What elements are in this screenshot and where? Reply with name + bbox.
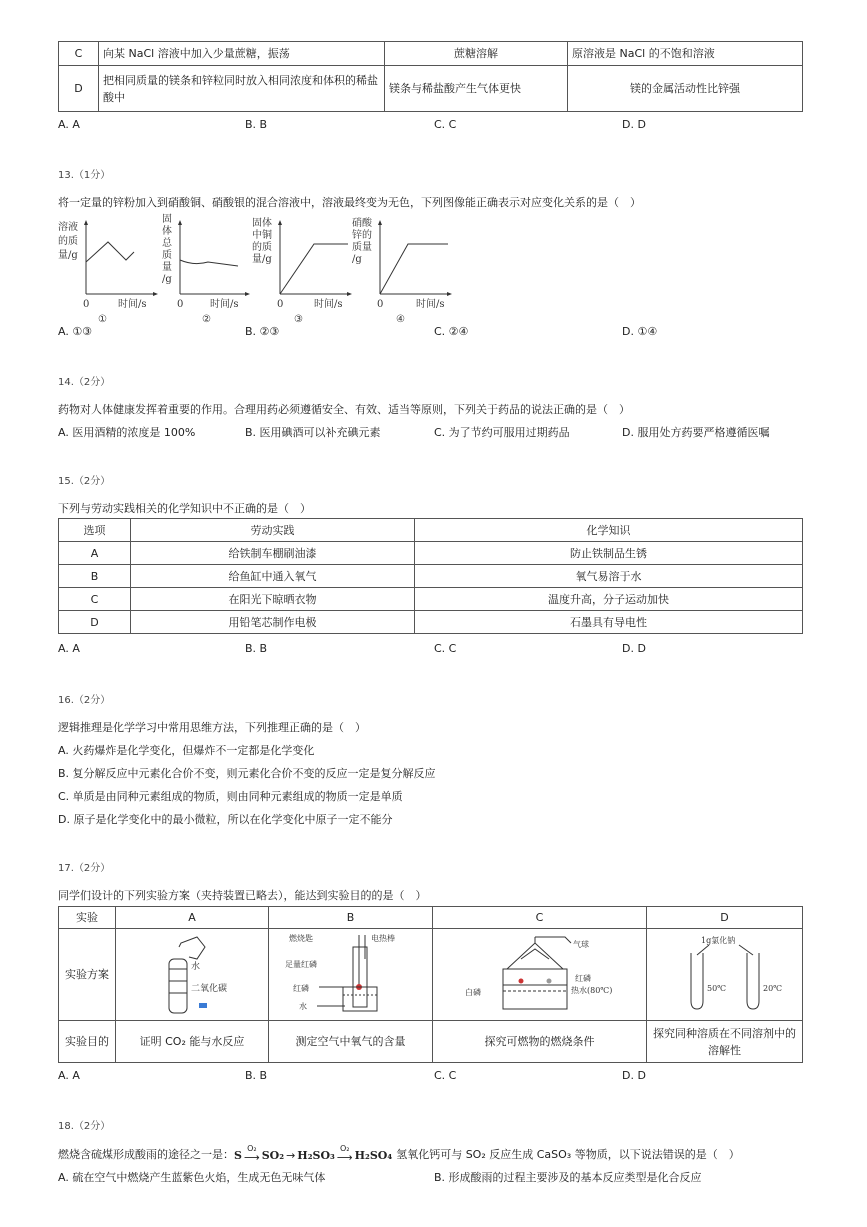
q12-operation: 把相同质量的镁条和锌粒同时放入相同浓度和体积的稀盐酸中 [99,66,385,112]
table-row [59,66,803,112]
q15-header: 15.（2分） [58,476,111,487]
svg-text:0: 0 [277,299,284,310]
option-a[interactable]: A. A [58,118,80,131]
svg-text:时间/s: 时间/s [416,299,445,310]
option-a[interactable]: A. 医用酒精的浓度是 100% [58,426,196,439]
option-c[interactable]: C. 单质是由同种元素组成的物质，则由同种元素组成的物质一定是单质 [58,790,403,803]
q18-header: 18.（2分） [58,1121,111,1132]
option-b[interactable]: B. B [245,1069,268,1082]
graph3-num: ③ [294,314,303,324]
option-a[interactable]: A. 硫在空气中燃烧产生蓝紫色火焰，生成无色无味气体 [58,1171,326,1184]
q12-opt: D [59,66,99,112]
svg-text:的质: 的质 [252,242,272,253]
svg-text:/g: /g [352,254,362,265]
option-c[interactable]: C. 为了节约可服用过期药品 [434,426,570,439]
svg-text:燃烧匙: 燃烧匙 [288,934,313,943]
option-d[interactable]: D. D [622,118,646,131]
q12-conclusion: 镁的金属活动性比锌强 [568,66,803,112]
q16-stem: 逻辑推理是化学学习中常用思维方法，下列推理正确的是（ ） [58,721,366,734]
experiment-c-diagram [435,929,645,1015]
q13-graphs [58,212,478,324]
experiment-d-diagram [649,929,801,1015]
graph4-num: ④ [396,314,405,324]
svg-text:中铜: 中铜 [252,230,272,241]
svg-text:热水(80℃): 热水(80℃) [570,986,612,995]
q16-header: 16.（2分） [58,695,111,706]
svg-text:二氧化碳: 二氧化碳 [191,984,228,994]
svg-text:电热棒: 电热棒 [370,934,395,943]
option-a[interactable]: A. A [58,1069,80,1082]
q13-options [58,325,802,341]
graph2-ylabel: 固 [162,214,172,225]
option-b[interactable]: B. B [245,118,268,131]
svg-text:20℃: 20℃ [762,984,782,993]
q13-header: 13.（1分） [58,170,111,181]
option-b[interactable]: B. B [245,642,268,655]
q15-options [58,642,802,658]
option-d[interactable]: D. ①④ [622,325,658,338]
svg-text:水: 水 [191,962,201,972]
option-d[interactable]: D. D [622,642,646,655]
graph2-num: ② [202,314,211,324]
q15-table [58,518,803,634]
arrow-o2: O₂ ⟶ [243,1144,260,1164]
experiment-a-diagram [117,929,267,1015]
graph1-origin: 0 [83,299,90,310]
option-d[interactable]: D. 服用处方药要严格遵循医嘱 [622,426,770,439]
option-a[interactable]: A. A [58,642,80,655]
svg-text:0: 0 [377,299,384,310]
graph3-ylabel: 固体 [252,218,272,229]
option-b[interactable]: B. 复分解反应中元素化合价不变，则元素化合价不变的反应一定是复分解反应 [58,767,436,780]
table-row: 实验目的 证明 CO₂ 能与水反应 测定空气中氧气的含量 探究可燃物的燃烧条件 探究同种溶质在不同溶剂中的溶解性 [59,1021,803,1063]
svg-text:/g: /g [162,274,172,285]
graph1-ylabel: 溶液 [58,222,78,233]
option-b[interactable]: B. 形成酸雨的过程主要涉及的基本反应类型是化合反应 [434,1171,702,1184]
svg-text:时间/s: 时间/s [314,299,343,310]
option-c[interactable]: C. C [434,642,457,655]
svg-text:质: 质 [162,250,172,261]
table-row: B 给鱼缸中通入氧气 氧气易溶于水 [59,565,803,588]
table-row: D 用铅笔芯制作电极 石墨具有导电性 [59,611,803,634]
option-d[interactable]: D. 原子是化学变化中的最小微粒，所以在化学变化中原子一定不能分 [58,813,393,826]
svg-text:红磷: 红磷 [574,974,591,983]
svg-text:量/g: 量/g [58,250,78,261]
svg-text:的质: 的质 [58,236,78,247]
q12-operation: 向某 NaCl 溶液中加入少量蔗糖，振荡 [99,42,385,66]
svg-text:0: 0 [177,299,184,310]
experiment-b-diagram [271,929,431,1015]
q12-conclusion: 原溶液是 NaCl 的不饱和溶液 [568,42,803,66]
svg-text:50℃: 50℃ [706,984,726,993]
q17-header: 17.（2分） [58,863,111,874]
svg-text:足量红磷: 足量红磷 [284,960,317,969]
q17-stem: 同学们设计的下列实验方案（夹持装置已略去），能达到实验目的的是（ ） [58,889,427,902]
svg-text:1g氯化钠: 1g氯化钠 [700,936,735,945]
svg-text:红磷: 红磷 [292,984,309,993]
option-c[interactable]: C. ②④ [434,325,469,338]
q12-table [58,41,803,112]
table-row: C 在阳光下晾晒衣物 温度升高，分子运动加快 [59,588,803,611]
svg-text:白磷: 白磷 [464,988,481,997]
option-a[interactable]: A. 火药爆炸是化学变化，但爆炸不一定都是化学变化 [58,744,315,757]
table-header: 实验 A B C D [59,907,803,929]
arrow-o2: O₂ ⟶ [336,1144,353,1164]
svg-text:体: 体 [162,226,172,237]
row-label-goal: 实验目的 [59,1021,116,1063]
svg-text:量/g: 量/g [252,254,272,265]
q14-stem: 药物对人体健康发挥着重要的作用。合理用药必须遵循安全、有效、适当等原则，下列关于药品的说法正确的是（ ） [58,403,630,416]
table-row: A 给铁制车棚刷油漆 防止铁制品生锈 [59,542,803,565]
graph1-xlabel: 时间/s [118,299,147,310]
svg-text:质量: 质量 [352,242,372,253]
q13-stem: 将一定量的锌粉加入到硝酸铜、硝酸银的混合溶液中，溶液最终变为无色，下列图像能正确表示对应变化关系的是（ ） [58,196,641,209]
svg-text:锌的: 锌的 [352,230,372,241]
table-header: 选项 劳动实践 化学知识 [59,519,803,542]
option-b[interactable]: B. 医用碘酒可以补充碘元素 [245,426,381,439]
svg-text:时间/s: 时间/s [210,299,239,310]
row-label-plan: 实验方案 [59,929,116,1021]
svg-text:水: 水 [298,1002,307,1011]
q12-phenomenon: 蔗糖溶解 [385,42,568,66]
graph4-ylabel: 硝酸 [352,218,372,229]
q14-header: 14.（2分） [58,377,111,388]
option-c[interactable]: C. C [434,118,457,131]
table-row [59,929,803,1021]
option-b[interactable]: B. ②③ [245,325,280,338]
q18-stem: 燃烧含硫煤形成酸雨的途径之一是： S O₂ ⟶ SO₂ → H₂SO₃ O₂ ⟶ H₂SO₄ 氢氧化钙可与 SO₂ 反应生成 CaSO₃ 等物质，以下说法错误的是（ ） [58,1144,740,1164]
q17-options [58,1069,802,1085]
graph1-num: ① [98,314,107,324]
q12-options [58,118,802,134]
svg-text:总: 总 [162,238,172,249]
option-d[interactable]: D. D [622,1069,646,1082]
q14-options [58,424,802,440]
arrow: → [286,1149,296,1162]
q18-options [58,1169,802,1185]
option-a[interactable]: A. ①③ [58,325,93,338]
q12-opt: C [59,42,99,66]
q15-stem: 下列与劳动实践相关的化学知识中不正确的是（ ） [58,502,311,515]
option-c[interactable]: C. C [434,1069,457,1082]
q12-phenomenon: 镁条与稀盐酸产生气体更快 [385,66,568,112]
table-row [59,42,803,66]
svg-text:量: 量 [162,262,172,273]
svg-text:气球: 气球 [572,940,589,949]
q17-table [58,906,803,1063]
